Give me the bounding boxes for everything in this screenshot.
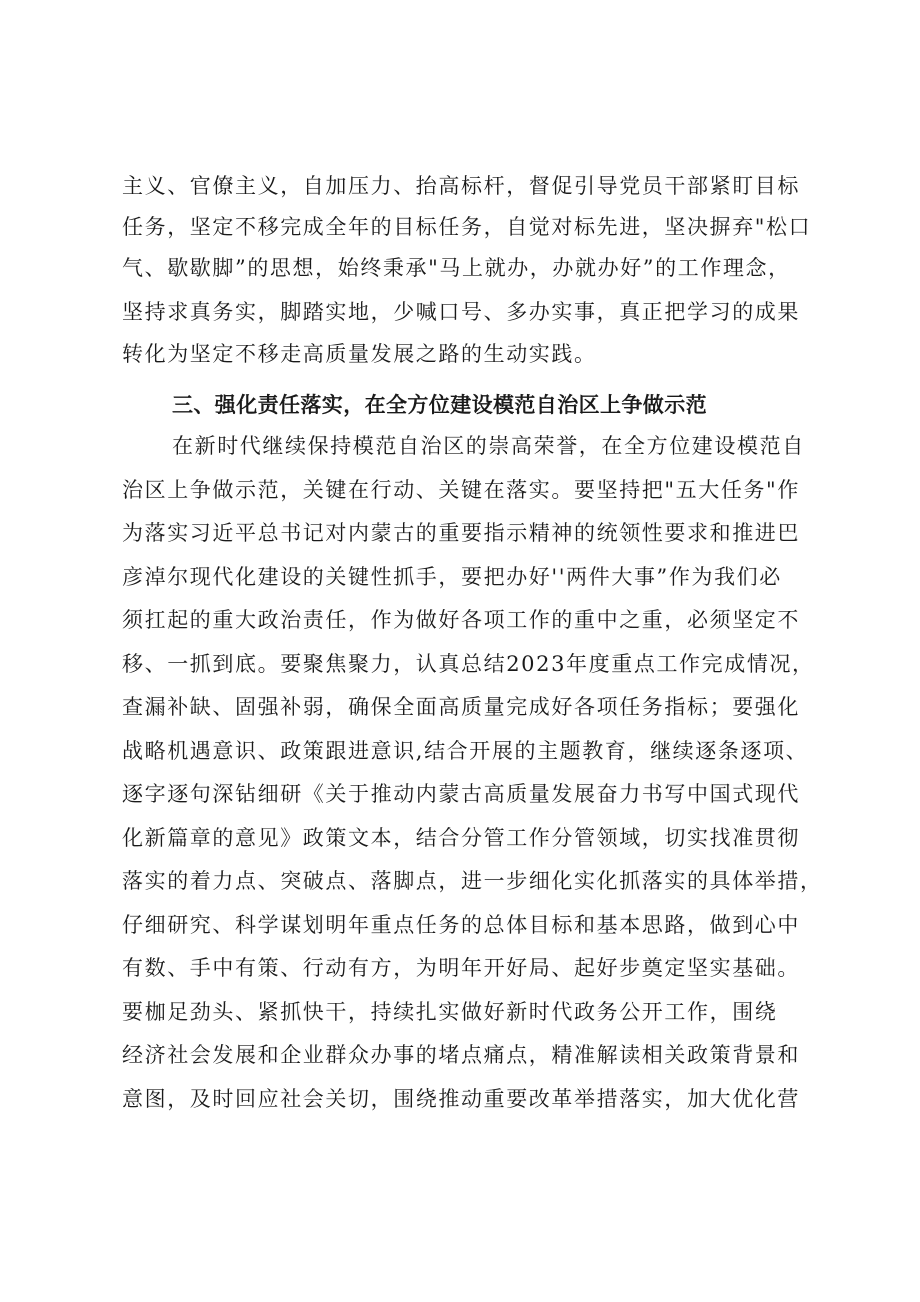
paragraph-2-line-6: 移、一抓到底。要聚焦聚力，认真总结2023年度重点工作完成情况， xyxy=(122,652,815,676)
paragraph-2-line-1: 在新时代继续保持模范自治区的崇高荣誉，在全方位建设模范自 xyxy=(172,434,805,458)
paragraph-2-line-14: 要枷足劲头、紧抓快干，持续扎实做好新时代政务公开工作，围绕 xyxy=(122,1000,778,1024)
paragraph-2-line-4: 彦淖尔现代化建设的关键性抓手，要把办好''两件大事”作为我们必 xyxy=(122,565,782,589)
paragraph-2-line-3: 为落实习近平总书记对内蒙古的重要指示精神的统领性要求和推进巴 xyxy=(122,521,800,545)
paragraph-1-line-5: 转化为坚定不移走高质量发展之路的生动实践。 xyxy=(122,342,597,366)
paragraph-1-line-4: 坚持求真务实，脚踏实地，少喊口号、多办实事，真正把学习的成果 xyxy=(122,300,800,324)
paragraph-2-line-10: 化新篇章的意见》政策文本，结合分管工作分管领域，切实找准贯彻 xyxy=(122,826,800,850)
paragraph-2-line-11: 落实的着力点、突破点、落脚点，进一步细化实化抓落实的具体举措， xyxy=(122,869,823,893)
section-heading: 三、强化责任落实，在全方位建设模范自治区上争做示范 xyxy=(172,393,707,417)
paragraph-2-line-7: 查漏补缺、固强补弱，确保全面高质量完成好各项任务指标；要强化 xyxy=(122,695,800,719)
paragraph-2-line-16: 意图，及时回应社会关切，围绕推动重要改革举措落实，加大优化营 xyxy=(122,1087,800,1111)
paragraph-1-line-1: 主义、官僚主义，自加压力、抬高标杆，督促引导党员干部紧盯目标 xyxy=(122,174,800,198)
paragraph-1-line-2: 任务，坚定不移完成全年的目标任务，自觉对标先进，坚决摒弃"松口 xyxy=(122,215,812,239)
paragraph-1-line-3: 气、歇歇脚”的思想，始终秉承"马上就办，办就办好”的工作理念， xyxy=(122,256,791,280)
paragraph-2-line-12: 仔细研究、科学谋划明年重点任务的总体目标和基本思路，做到心中 xyxy=(122,913,800,937)
paragraph-2-line-13: 有数、手中有策、行动有方，为明年开好局、起好步奠定坚实基础。 xyxy=(122,956,800,980)
paragraph-2-line-9: 逐字逐句深钻细研《关于推动内蒙古高质量发展奋力书写中国式现代 xyxy=(122,782,800,806)
paragraph-2-line-8: 战略机遇意识、政策跟进意识,结合开展的主题教育，继续逐条逐项、 xyxy=(122,739,809,763)
paragraph-2-line-2: 治区上争做示范，关键在行动、关键在落实。要坚持把"五大任务"作 xyxy=(122,478,800,502)
paragraph-2-line-5: 须扛起的重大政治责任，作为做好各项工作的重中之重，必须坚定不 xyxy=(122,608,800,632)
paragraph-2-line-15: 经济社会发展和企业群众办事的堵点痛点，精准解读相关政策背景和 xyxy=(122,1043,800,1067)
